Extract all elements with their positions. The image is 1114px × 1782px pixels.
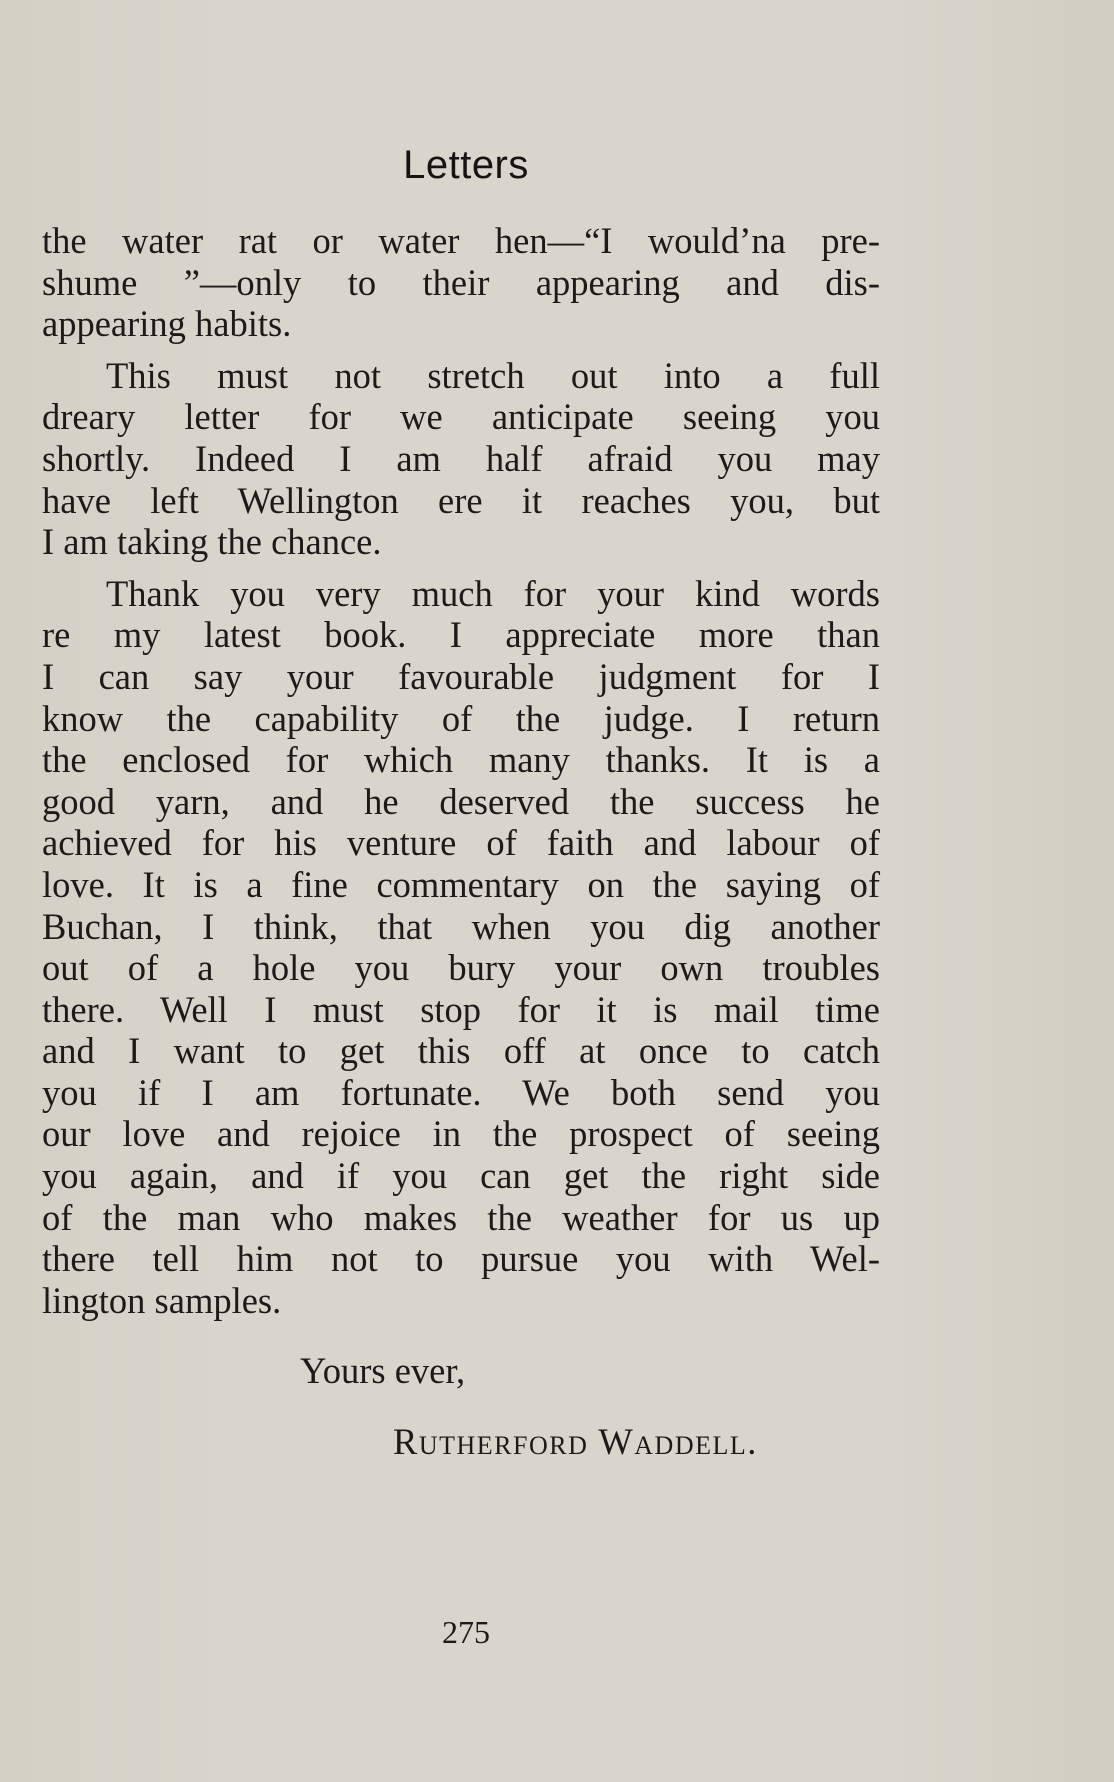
text-line: the water rat or water hen—“I would’na pre- <box>42 220 880 261</box>
text-line: This must not stretch out into a full <box>106 354 880 396</box>
text-line: out of a hole you bury your own troubles <box>42 947 880 989</box>
text-line: of the man who makes the weather for us up <box>42 1196 880 1238</box>
text-line: I can say your favourable judgment for I <box>42 655 880 697</box>
text-line: there tell him not to pursue you with Wel- <box>42 1238 880 1280</box>
text-line: good yarn, and he deserved the success he <box>42 780 880 822</box>
text-line: you again, and if you can get the right side <box>42 1155 880 1197</box>
text-line: the enclosed for which many thanks. It is a <box>42 739 880 781</box>
text-line: you if I am fortunate. We both send you <box>42 1071 880 1113</box>
letter-body <box>42 220 880 1331</box>
text-line: have left Wellington ere it reaches you, but <box>42 479 880 521</box>
text-line: lington samples. <box>42 1279 282 1321</box>
text-line: shortly. Indeed I am half afraid you may <box>42 437 880 479</box>
paragraph-1 <box>42 220 880 345</box>
text-line: appearing habits. <box>42 303 292 345</box>
text-line: Buchan, I think, that when you dig another <box>42 905 880 947</box>
text-line: our love and rejoice in the prospect of seeing <box>42 1113 880 1155</box>
text-line: achieved for his venture of faith and labour of <box>42 822 880 864</box>
text-line: dreary letter for we anticipate seeing you <box>42 396 880 438</box>
paragraph-3 <box>42 573 880 1322</box>
text-line: there. Well I must stop for it is mail time <box>42 988 880 1030</box>
text-line: shume ”—only to their appearing and dis- <box>42 261 880 303</box>
text-line: love. It is a fine commentary on the saying of <box>42 863 880 905</box>
text-line: and I want to get this off at once to catch <box>42 1030 880 1072</box>
running-head: Letters <box>403 143 529 187</box>
page-number: 275 <box>442 1614 490 1650</box>
text-line: know the capability of the judge. I return <box>42 697 880 739</box>
text-line: I am taking the chance. <box>42 521 382 563</box>
paragraph-2 <box>42 355 880 563</box>
letter-signature: Rutherford Waddell. <box>393 1421 758 1462</box>
letter-closing: Yours ever, <box>300 1350 466 1391</box>
text-line: Thank you very much for your kind words <box>106 572 880 614</box>
text-line: re my latest book. I appreciate more than <box>42 614 880 656</box>
